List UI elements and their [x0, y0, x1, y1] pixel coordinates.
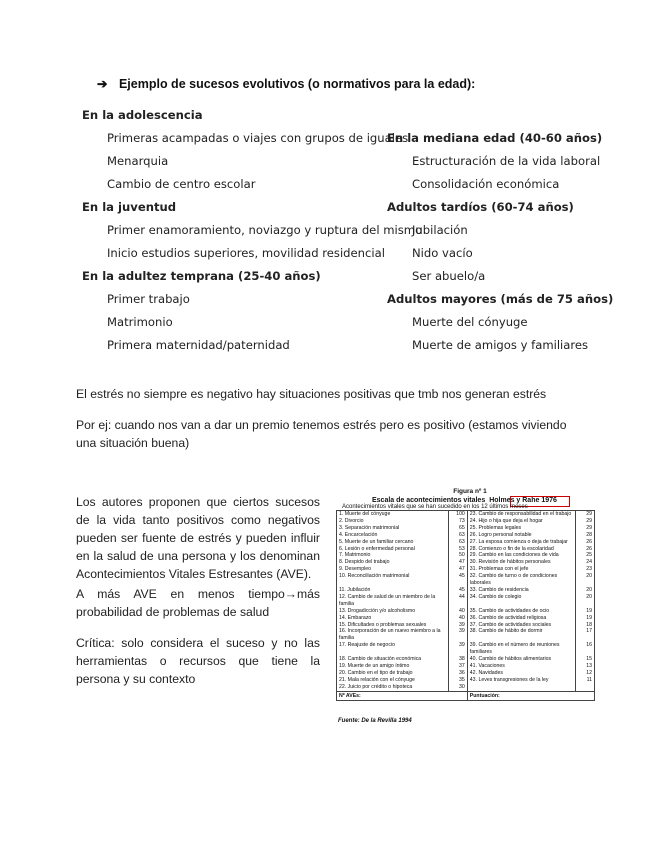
ave-event-left: 10. Reconciliación matrimonial — [337, 573, 449, 587]
ave-event-left: 9. Desempleo — [337, 566, 449, 573]
ave-value-left: 39 — [448, 622, 467, 629]
right_column-item: Nido vacío — [412, 246, 473, 260]
table-row — [337, 628, 595, 642]
right_column-item: Muerte de amigos y familiares — [412, 338, 589, 352]
ave-event-left: 11. Jubilación — [337, 587, 449, 594]
left_column-item: Menarquia — [107, 154, 169, 168]
table-row — [337, 559, 595, 566]
figure-label: Figura nº 1 — [453, 488, 487, 495]
table-row — [337, 511, 595, 518]
figure-source: Fuente: De la Revilla 1994 — [338, 718, 412, 724]
arrow-icon: ➔ — [97, 77, 108, 91]
figure-subtitle: Acontecimientos vitales que se han sucedido en los 12 últimos meses — [342, 504, 528, 510]
ave-value-left: 39 — [448, 628, 467, 642]
ave-value-right: 19 — [576, 615, 595, 622]
ave-event-left: 7. Matrimonio — [337, 552, 449, 559]
left_column-heading: En la juventud — [82, 200, 177, 214]
ave-value-left: 45 — [448, 587, 467, 594]
ave-event-left: 22. Juicio por crédito o hipoteca — [337, 684, 449, 691]
ave-event-right: 27. La esposa comienza o deja de trabajar — [467, 539, 575, 546]
ave-value-right: 13 — [576, 663, 595, 670]
table-row — [337, 670, 595, 677]
ave-event-left: 13. Drogadicción y/o alcoholismo — [337, 608, 449, 615]
ave-event-left: 18. Cambio de situación económica — [337, 656, 449, 663]
ave-value-right: 20 — [576, 573, 595, 587]
ave-value-right: 20 — [576, 587, 595, 594]
ave-event-left: 1. Muerte del cónyuge — [337, 511, 449, 518]
figure-title-text: Escala de acontecimientos vitales — [372, 497, 486, 504]
table-row — [337, 539, 595, 546]
ave-event-left: 17. Reajuste de negocio — [337, 642, 449, 656]
figure-title-highlight: Holmes y Rahe 1976 — [489, 497, 557, 504]
ave-value-left: 47 — [448, 559, 467, 566]
section-header — [97, 76, 475, 91]
ave-event-left: 19. Muerte de un amigo íntimo — [337, 663, 449, 670]
ave-value-right: 26 — [576, 539, 595, 546]
ave-event-right: 28. Comienzo o fin de la escolaridad — [467, 546, 575, 553]
ave-event-left: 21. Mala relación con el cónyuge — [337, 677, 449, 684]
right_column-heading: Adultos mayores (más de 75 años) — [387, 292, 614, 306]
ave-value-right: 16 — [576, 642, 595, 656]
table-row — [337, 566, 595, 573]
ave-value-right: 25 — [576, 552, 595, 559]
section-title: Ejemplo de sucesos evolutivos (o normativos para la edad): — [118, 77, 476, 91]
ave-value-right: 26 — [576, 546, 595, 553]
ave-value-left: 65 — [448, 525, 467, 532]
ave-value-right: 29 — [576, 511, 595, 518]
paragraph-example: Por ej: cuando nos van a dar un premio tenemos estrés pero es positivo (estamos viviendo una situación buena) — [76, 418, 567, 450]
ave-event-right: 38. Cambio de hábito de dormir — [467, 628, 575, 642]
ave-value-left: 50 — [448, 552, 467, 559]
ave-event-right: 24. Hijo o hija que deja el hogar — [467, 518, 575, 525]
ave-value-right: 29 — [576, 525, 595, 532]
ave-event-left: 5. Muerte de un familiar cercano — [337, 539, 449, 546]
ave-event-right: 36. Cambio de actividad religiosa — [467, 615, 575, 622]
ave-event-right — [467, 684, 575, 691]
ave-event-right: 23. Cambio de responsabilidad en el trabajo — [467, 511, 575, 518]
ave-event-right: 40. Cambio de hábitos alimentarios — [467, 656, 575, 663]
ave-event-left: 14. Embarazo — [337, 615, 449, 622]
table-row — [337, 615, 595, 622]
left_column-item: Primeras acampadas o viajes con grupos de iguales — [107, 131, 409, 145]
ave-value-left: 38 — [448, 656, 467, 663]
ave-event-left: 12. Cambio de salud de un miembro de la familia — [337, 594, 449, 608]
ave-count-label: Nº AVEs: — [337, 691, 468, 701]
ave-event-right: 31. Problemas con el jefe — [467, 566, 575, 573]
ave-value-right: 28 — [576, 532, 595, 539]
table-row — [337, 642, 595, 656]
ave-value-right: 12 — [576, 670, 595, 677]
left_column-item: Cambio de centro escolar — [107, 177, 256, 191]
left_column-item: Primer trabajo — [107, 292, 190, 306]
right_column-item: Muerte del cónyuge — [412, 315, 528, 329]
table-row — [337, 552, 595, 559]
ave-event-right: 37. Cambio de actividades sociales — [467, 622, 575, 629]
left_column-item: Primera maternidad/paternidad — [107, 338, 290, 352]
paragraph-critique: Crítica: solo considera el suceso y no las herramientas o recursos que tiene la persona y su contexto — [76, 636, 320, 686]
ave-value-left: 63 — [448, 532, 467, 539]
left_column-heading: En la adolescencia — [82, 108, 203, 122]
ave-event-right: 41. Vacaciones — [467, 663, 575, 670]
ave-value-right: 17 — [576, 628, 595, 642]
table-row — [337, 663, 595, 670]
right_column-item: Consolidación económica — [412, 177, 560, 191]
ave-event-left: 6. Lesión o enfermedad personal — [337, 546, 449, 553]
ave-event-right: 42. Navidades — [467, 670, 575, 677]
table-row — [337, 608, 595, 615]
table-row — [337, 525, 595, 532]
table-row — [337, 573, 595, 587]
ave-value-right: 15 — [576, 656, 595, 663]
table-row — [337, 594, 595, 608]
table-row — [337, 684, 595, 691]
ave-event-right: 32. Cambio de turno o de condiciones laborales — [467, 573, 575, 587]
ave-value-left: 30 — [448, 684, 467, 691]
table-row — [337, 546, 595, 553]
ave-event-right: 34. Cambio de colegio — [467, 594, 575, 608]
left_column-heading: En la adultez temprana (25-40 años) — [82, 269, 321, 283]
table-row — [337, 587, 595, 594]
table-row — [337, 532, 595, 539]
left_column-item: Matrimonio — [107, 315, 173, 329]
right_column-heading: En la mediana edad (40-60 años) — [387, 131, 603, 145]
ave-value-right: 23 — [576, 566, 595, 573]
score-label: Puntuación: — [467, 691, 594, 701]
ave-event-right: 29. Cambio en las condiciones de vida — [467, 552, 575, 559]
ave-value-left: 39 — [448, 642, 467, 656]
right_column-heading: Adultos tardíos (60-74 años) — [387, 200, 574, 214]
ave-scale-table — [336, 510, 595, 701]
ave-value-right: 18 — [576, 622, 595, 629]
table-row — [337, 622, 595, 629]
ave-event-left: 3. Separación matrimonial — [337, 525, 449, 532]
ave-value-left: 40 — [448, 608, 467, 615]
left_column-item: Primer enamoramiento, noviazgo y ruptura del mismo — [107, 223, 423, 237]
ave-value-right: 20 — [576, 594, 595, 608]
ave-value-left: 35 — [448, 677, 467, 684]
table-row — [337, 656, 595, 663]
ave-value-left: 40 — [448, 615, 467, 622]
ave-value-right: 11 — [576, 677, 595, 684]
right_column-item: Estructuración de la vida laboral — [412, 154, 601, 168]
ave-event-right: 30. Revisión de hábitos personales — [467, 559, 575, 566]
table-row — [337, 518, 595, 525]
ave-event-right: 26. Logro personal notable — [467, 532, 575, 539]
ave-value-right — [576, 684, 595, 691]
left_column-item: Inicio estudios superiores, movilidad residencial — [107, 246, 385, 260]
table-row — [337, 677, 595, 684]
paragraph-authors: Los autores proponen que ciertos sucesos de la vida tanto positivos como negativos pueden ser fuente de estrés y pueden influir en la salud de una persona y los denominan Acontecimientos Vitales Estresantes (AVE). — [76, 495, 320, 581]
ave-value-left: 53 — [448, 546, 467, 553]
right_column-item: Jubilación — [412, 223, 468, 237]
ave-value-left: 100 — [448, 511, 467, 518]
ave-value-left: 45 — [448, 573, 467, 587]
ave-event-right: 39. Cambio en el número de reuniones familiares — [467, 642, 575, 656]
ave-value-left: 37 — [448, 663, 467, 670]
ave-value-left: 47 — [448, 566, 467, 573]
ave-event-right: 25. Problemas legales — [467, 525, 575, 532]
right_column-item: Ser abuelo/a — [412, 269, 486, 283]
ave-event-right: 43. Leves transgresiones de la ley — [467, 677, 575, 684]
ave-value-left: 73 — [448, 518, 467, 525]
ave-value-right: 19 — [576, 608, 595, 615]
ave-value-left: 44 — [448, 594, 467, 608]
table-footer — [337, 691, 595, 701]
ave-event-left: 15. Dificultades o problemas sexuales — [337, 622, 449, 629]
ave-value-right: 29 — [576, 518, 595, 525]
ave-event-left: 4. Encarcelación — [337, 532, 449, 539]
paragraph-ave-health: A más AVE en menos tiempo→más probabilidad de problemas de salud — [76, 587, 320, 619]
ave-event-left: 8. Despido del trabajo — [337, 559, 449, 566]
ave-value-left: 63 — [448, 539, 467, 546]
paragraph-stress-positive: El estrés no siempre es negativo hay situaciones positivas que tmb nos generan estrés — [76, 387, 547, 401]
ave-event-left: 2. Divorcio — [337, 518, 449, 525]
ave-value-right: 24 — [576, 559, 595, 566]
ave-event-left: 16. Incorporación de un nuevo miembro a la familia — [337, 628, 449, 642]
ave-event-left: 20. Cambio en el tipo de trabajo — [337, 670, 449, 677]
ave-event-right: 33. Cambio de residencia — [467, 587, 575, 594]
ave-event-right: 35. Cambio de actividades de ocio — [467, 608, 575, 615]
ave-value-left: 36 — [448, 670, 467, 677]
